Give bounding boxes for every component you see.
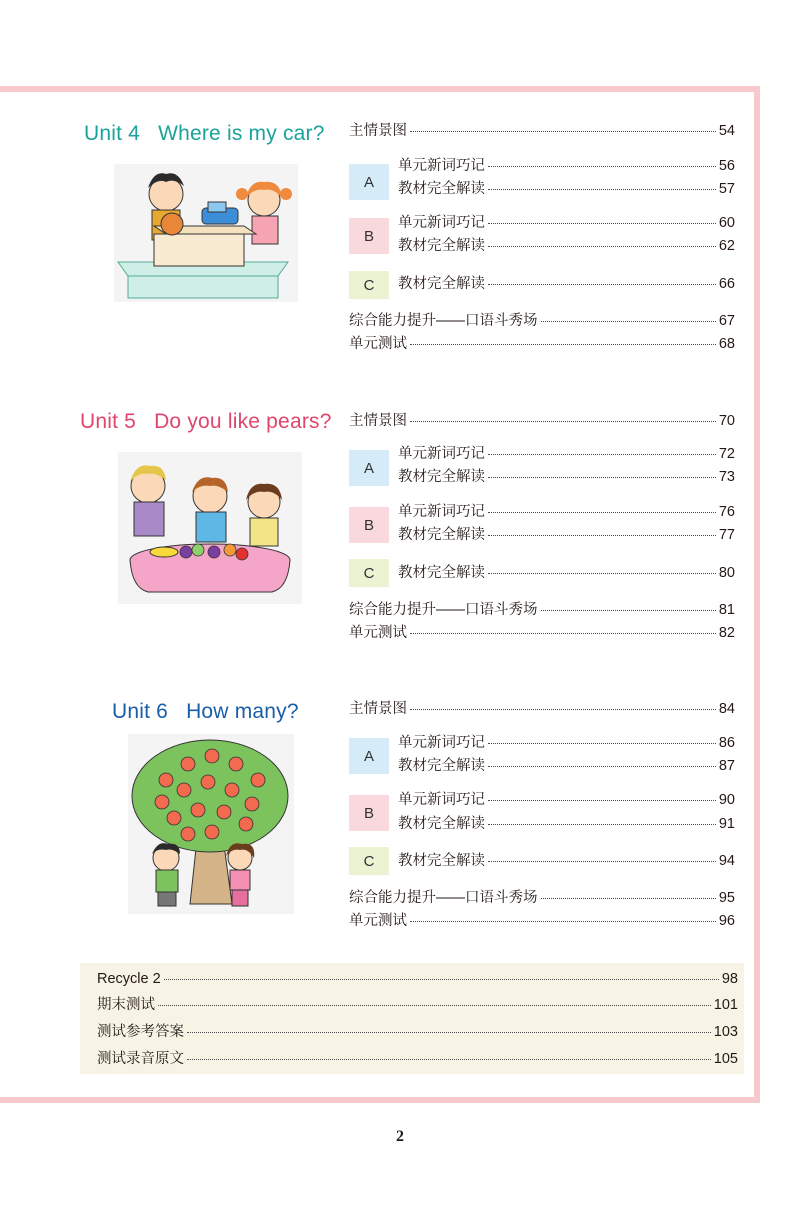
entry-page: 84 — [718, 701, 735, 717]
leader-dots — [488, 454, 716, 455]
entry-page: 57 — [718, 181, 735, 197]
leader-dots — [488, 535, 716, 536]
entry-label: 教材完全解读 — [398, 527, 485, 543]
leader-dots — [488, 800, 716, 801]
entry-label: 教材完全解读 — [398, 816, 485, 832]
leader-dots — [410, 709, 716, 710]
entry-label: Recycle 2 — [97, 971, 161, 987]
section-a-badge — [349, 738, 389, 774]
section-a-badge — [349, 450, 389, 486]
page-frame-top — [0, 86, 760, 92]
unit-number: Unit 5 — [80, 410, 137, 433]
entry-label: 测试录音原文 — [97, 1051, 184, 1067]
toc-entry[interactable] — [398, 445, 735, 463]
entry-label: 主情景图 — [349, 123, 407, 139]
leader-dots — [541, 898, 716, 899]
leader-dots — [488, 824, 716, 825]
unit-name: Do you like pears? — [154, 410, 332, 433]
leader-dots — [410, 633, 716, 634]
entry-label: 主情景图 — [349, 413, 407, 429]
entry-page: 76 — [718, 504, 735, 520]
entry-page: 98 — [721, 971, 738, 987]
leader-dots — [488, 766, 716, 767]
toc-entry[interactable] — [398, 815, 735, 833]
entry-page: 101 — [713, 997, 738, 1013]
unit-number: Unit 4 — [84, 122, 141, 145]
unit-5-title — [80, 410, 332, 434]
toc-entry[interactable] — [398, 237, 735, 255]
entry-label: 教材完全解读 — [398, 238, 485, 254]
toc-entry[interactable] — [349, 122, 735, 140]
toc-entry[interactable] — [398, 564, 735, 582]
toc-entry[interactable] — [398, 275, 735, 293]
toc-entry[interactable] — [398, 852, 735, 870]
toc-entry[interactable] — [97, 970, 738, 988]
toc-entry[interactable] — [398, 791, 735, 809]
entry-label: 单元新词巧记 — [398, 446, 485, 462]
unit-4-illustration — [114, 164, 298, 302]
toc-entry[interactable] — [398, 757, 735, 775]
toc-entry[interactable] — [349, 912, 735, 930]
leader-dots — [488, 512, 716, 513]
entry-label: 单元新词巧记 — [398, 215, 485, 231]
entry-label: 单元测试 — [349, 336, 407, 352]
toc-entry[interactable] — [349, 312, 735, 330]
section-b-badge — [349, 507, 389, 543]
leader-dots — [488, 189, 716, 190]
children-with-toy-box-image — [114, 164, 298, 302]
entry-label: 期末测试 — [97, 997, 155, 1013]
unit-6-illustration — [128, 734, 294, 914]
entry-page: 60 — [718, 215, 735, 231]
entry-page: 94 — [718, 853, 735, 869]
leader-dots — [410, 131, 716, 132]
leader-dots — [541, 321, 716, 322]
entry-page: 103 — [713, 1024, 738, 1040]
badge-label: A — [363, 747, 374, 765]
unit-number: Unit 6 — [112, 700, 169, 723]
entry-page: 91 — [718, 816, 735, 832]
entry-page: 77 — [718, 527, 735, 543]
leader-dots — [488, 861, 716, 862]
entry-label: 综合能力提升——口语斗秀场 — [349, 602, 538, 618]
page-frame-right — [754, 86, 760, 1103]
entry-page: 81 — [718, 602, 735, 618]
entry-label: 测试参考答案 — [97, 1024, 184, 1040]
toc-entry[interactable] — [349, 700, 735, 718]
leader-dots — [410, 344, 716, 345]
toc-entry[interactable] — [398, 468, 735, 486]
unit-6-title — [112, 700, 299, 724]
leader-dots — [158, 1005, 711, 1006]
section-b-badge — [349, 795, 389, 831]
toc-entry[interactable] — [398, 526, 735, 544]
section-b-badge — [349, 218, 389, 254]
children-under-apple-tree-image — [128, 734, 294, 914]
toc-entry[interactable] — [349, 601, 735, 619]
leader-dots — [488, 284, 716, 285]
leader-dots — [488, 743, 716, 744]
toc-entry[interactable] — [349, 335, 735, 353]
leader-dots — [488, 573, 716, 574]
entry-label: 教材完全解读 — [398, 853, 485, 869]
leader-dots — [410, 921, 716, 922]
unit-name: Where is my car? — [158, 122, 325, 145]
badge-label: A — [363, 173, 374, 191]
entry-label: 教材完全解读 — [398, 276, 485, 292]
section-c-badge — [349, 559, 389, 587]
entry-page: 80 — [718, 565, 735, 581]
entry-label: 单元新词巧记 — [398, 792, 485, 808]
toc-entry[interactable] — [398, 214, 735, 232]
entry-page: 96 — [718, 913, 735, 929]
entry-page: 82 — [718, 625, 735, 641]
children-at-fruit-table-image — [118, 452, 302, 604]
toc-entry[interactable] — [97, 996, 738, 1014]
leader-dots — [410, 421, 716, 422]
leader-dots — [488, 477, 716, 478]
entry-page: 90 — [718, 792, 735, 808]
entry-page: 62 — [718, 238, 735, 254]
entry-label: 综合能力提升——口语斗秀场 — [349, 890, 538, 906]
toc-entry[interactable] — [97, 1050, 738, 1068]
entry-label: 单元测试 — [349, 913, 407, 929]
badge-label: B — [363, 227, 374, 245]
entry-label: 教材完全解读 — [398, 565, 485, 581]
entry-page: 73 — [718, 469, 735, 485]
page-number: 2 — [396, 1128, 404, 1145]
entry-page: 86 — [718, 735, 735, 751]
entry-page: 67 — [718, 313, 735, 329]
toc-entry[interactable] — [97, 1023, 738, 1041]
leader-dots — [187, 1032, 711, 1033]
toc-entry[interactable] — [398, 180, 735, 198]
entry-page: 68 — [718, 336, 735, 352]
toc-entry[interactable] — [349, 889, 735, 907]
unit-4-title — [84, 122, 325, 146]
leader-dots — [488, 166, 716, 167]
leader-dots — [164, 979, 719, 980]
entry-label: 教材完全解读 — [398, 758, 485, 774]
entry-label: 单元新词巧记 — [398, 504, 485, 520]
badge-label: B — [363, 804, 374, 822]
badge-label: C — [363, 276, 375, 294]
entry-label: 单元新词巧记 — [398, 735, 485, 751]
entry-page: 72 — [718, 446, 735, 462]
entry-label: 综合能力提升——口语斗秀场 — [349, 313, 538, 329]
entry-page: 54 — [718, 123, 735, 139]
entry-page: 56 — [718, 158, 735, 174]
entry-page: 66 — [718, 276, 735, 292]
toc-entry[interactable] — [398, 157, 735, 175]
badge-label: C — [363, 564, 375, 582]
unit-name: How many? — [186, 700, 299, 723]
entry-page: 87 — [718, 758, 735, 774]
page-frame-bottom — [0, 1097, 760, 1103]
leader-dots — [488, 246, 716, 247]
entry-page: 70 — [718, 413, 735, 429]
section-c-badge — [349, 271, 389, 299]
entry-page: 95 — [718, 890, 735, 906]
badge-label: C — [363, 852, 375, 870]
toc-entry[interactable] — [349, 624, 735, 642]
section-c-badge — [349, 847, 389, 875]
entry-page: 105 — [713, 1051, 738, 1067]
entry-label: 单元测试 — [349, 625, 407, 641]
entry-label: 单元新词巧记 — [398, 158, 485, 174]
leader-dots — [488, 223, 716, 224]
toc-entry[interactable] — [398, 734, 735, 752]
entry-label: 教材完全解读 — [398, 181, 485, 197]
leader-dots — [187, 1059, 711, 1060]
section-a-badge — [349, 164, 389, 200]
leader-dots — [541, 610, 716, 611]
badge-label: B — [363, 516, 374, 534]
entry-label: 教材完全解读 — [398, 469, 485, 485]
toc-entry[interactable] — [349, 412, 735, 430]
badge-label: A — [363, 459, 374, 477]
unit-5-illustration — [118, 452, 302, 604]
toc-entry[interactable] — [398, 503, 735, 521]
entry-label: 主情景图 — [349, 701, 407, 717]
